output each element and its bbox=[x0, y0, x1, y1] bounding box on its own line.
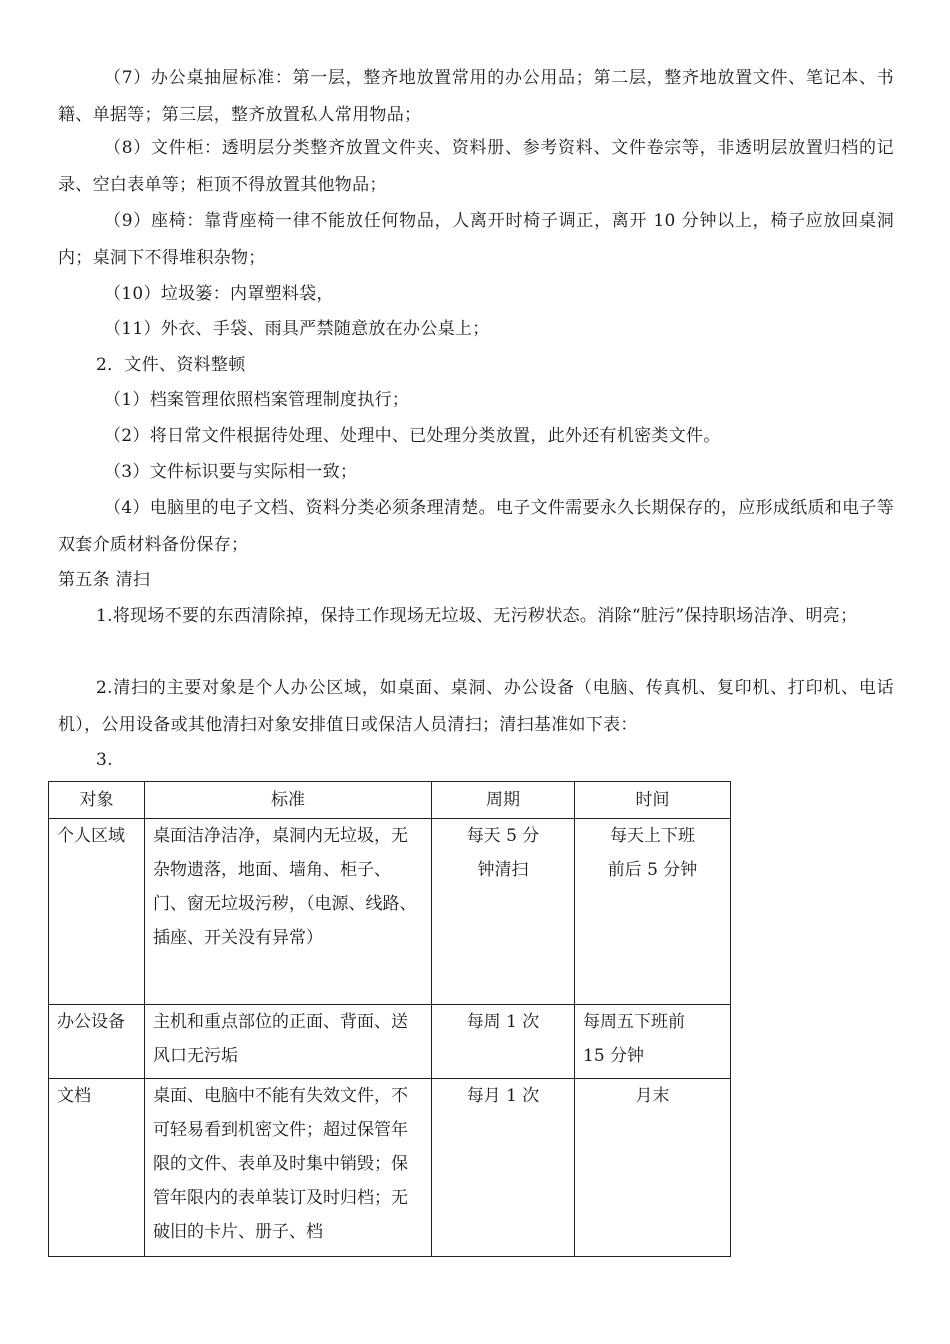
header-standard: 标准 bbox=[145, 782, 432, 819]
cell-time: 每周五下班前 15 分钟 bbox=[575, 1005, 731, 1079]
paragraph-file-labels: （3）文件标识要与实际相一致； bbox=[104, 462, 358, 482]
paragraph-daily-files: （2）将日常文件根据待处理、处理中、已处理分类放置，此外还有机密类文件。 bbox=[104, 426, 721, 446]
cell-object: 办公设备 bbox=[49, 1005, 145, 1079]
paragraph-clean-1: 1.将现场不要的东西清除掉，保持工作现场无垃圾、无污秽状态。消除“脏污”保持职场洁净、明亮； bbox=[96, 606, 858, 626]
paragraph-electronic-docs: （4）电脑里的电子文档、资料分类必须条理清楚。电子文件需要永久长期保存的，应形成纸质和电子等双套介质材料备份保存； bbox=[58, 498, 894, 555]
header-object: 对象 bbox=[49, 782, 145, 819]
table-row bbox=[49, 1079, 731, 1257]
cell-object: 文档 bbox=[49, 1079, 145, 1257]
paragraph-clean-3: 3. bbox=[96, 750, 113, 770]
table-row bbox=[49, 819, 731, 1005]
cleaning-standard-table bbox=[48, 781, 731, 1257]
cell-cycle: 每月 1 次 bbox=[432, 1079, 575, 1257]
header-time: 时间 bbox=[575, 782, 731, 819]
table-row bbox=[49, 1005, 731, 1079]
section-heading-documents: 2．文件、资料整顿 bbox=[96, 355, 246, 375]
table-header-row bbox=[49, 782, 731, 819]
cell-time: 月末 bbox=[575, 1079, 731, 1257]
header-cycle: 周期 bbox=[432, 782, 575, 819]
cell-object: 个人区域 bbox=[49, 819, 145, 1005]
cell-cycle: 每天 5 分钟清扫 bbox=[432, 819, 575, 1005]
cell-standard: 桌面、电脑中不能有失效文件，不可轻易看到机密文件；超过保管年限的文件、表单及时集中销毁；保管年限内的表单装订及时归档；无破旧的卡片、册子、档 bbox=[145, 1079, 432, 1257]
cell-cycle: 每周 1 次 bbox=[432, 1005, 575, 1079]
paragraph-seat: （9）座椅：靠背座椅一律不能放任何物品，人离开时椅子调正，离开 10 分钟以上，椅子应放回桌洞内；桌洞下不得堆积杂物； bbox=[58, 211, 894, 268]
paragraph-drawer-standard: （7）办公桌抽屉标准：第一层，整齐地放置常用的办公用品；第二层，整齐地放置文件、笔记本、书籍、单据等；第三层，整齐放置私人常用物品； bbox=[58, 68, 894, 125]
paragraph-clothing: （11）外衣、手袋、雨具严禁随意放在办公桌上； bbox=[104, 319, 490, 339]
paragraph-trash-bin: （10）垃圾篓：内罩塑料袋， bbox=[104, 284, 334, 304]
paragraph-archive: （1）档案管理依照档案管理制度执行； bbox=[104, 390, 410, 410]
paragraph-file-cabinet: （8）文件柜：透明层分类整齐放置文件夹、资料册、参考资料、文件卷宗等，非透明层放置归档的记录、空白表单等；柜顶不得放置其他物品； bbox=[58, 138, 894, 195]
paragraph-clean-2: 2.清扫的主要对象是个人办公区域，如桌面、桌洞、办公设备（电脑、传真机、复印机、打印机、电话机），公用设备或其他清扫对象安排值日或保洁人员清扫；清扫基准如下表： bbox=[58, 678, 894, 735]
cell-standard: 主机和重点部位的正面、背面、送风口无污垢 bbox=[145, 1005, 432, 1079]
cell-time: 每天上下班前后 5 分钟 bbox=[575, 819, 731, 1005]
article-five-heading: 第五条 清扫 bbox=[58, 570, 151, 590]
cell-standard: 桌面洁净洁净，桌洞内无垃圾，无杂物遗落，地面、墙角、柜子、门、窗无垃圾污秽，（电源、线路、插座、开关没有异常） bbox=[145, 819, 432, 1005]
